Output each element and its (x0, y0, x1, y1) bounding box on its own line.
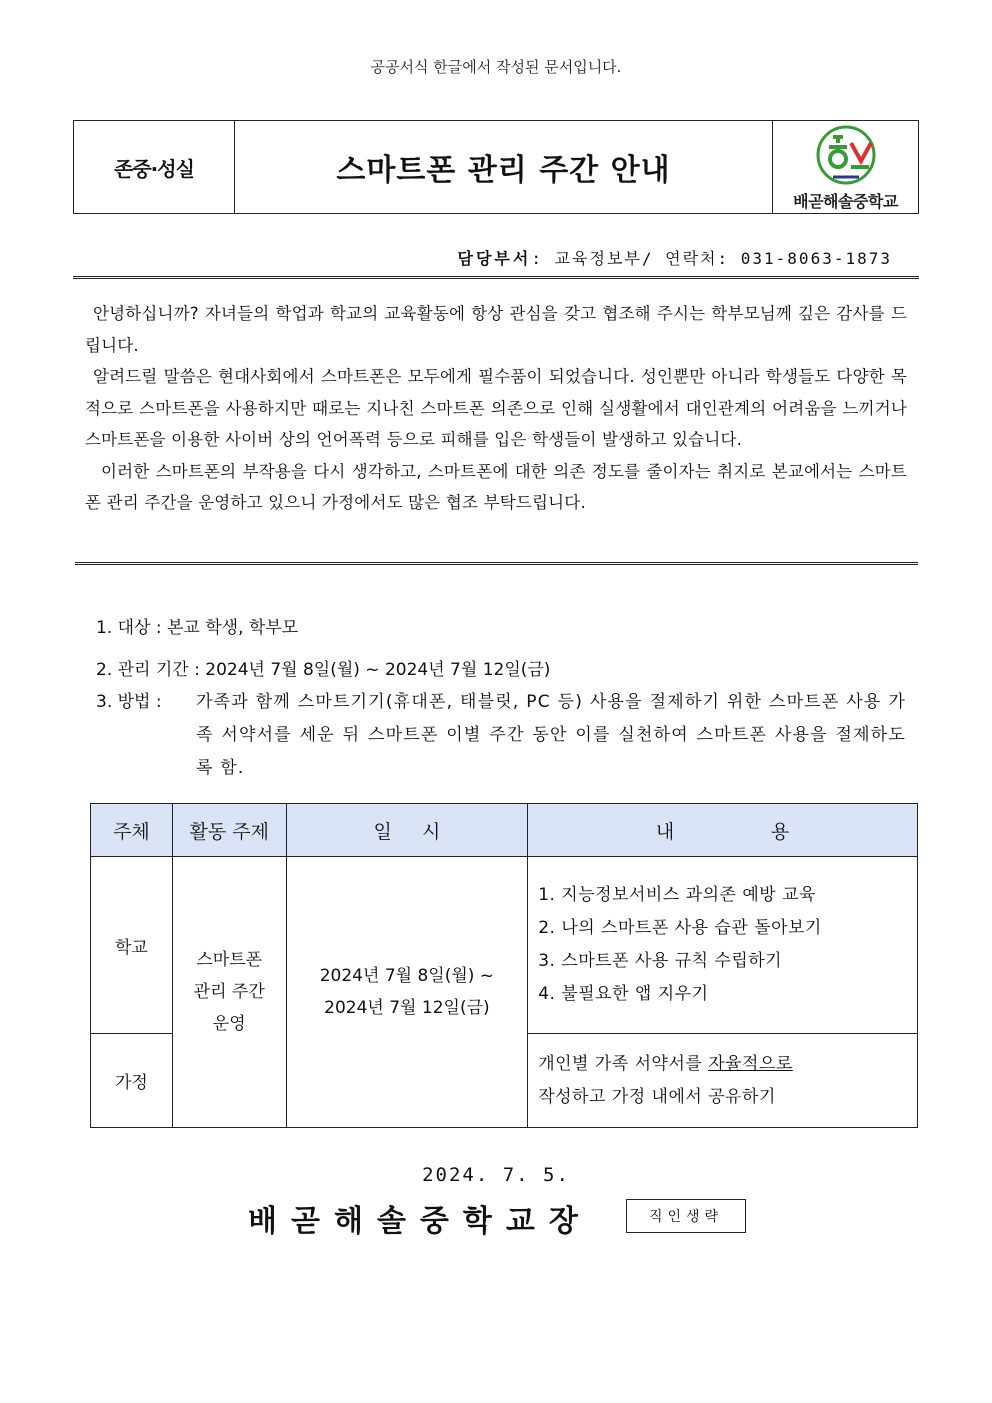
item-method (96, 686, 906, 785)
document-header (73, 120, 919, 214)
activity-line: 관리 주간 (193, 982, 265, 1002)
item-period: 2. 관리 기간 : 2024년 7월 8일(월) ~ 2024년 7월 12일(금) (96, 660, 551, 680)
school-logo (772, 121, 918, 213)
intro-paragraph: 안녕하십니까? 자녀들의 학업과 학교의 교육활동에 항상 관심을 갖고 협조해 주시는 학부모님께 깊은 감사를 드립니다. (85, 304, 907, 355)
list-item: 1. 지능정보서비스 과의존 예방 교육 (538, 885, 816, 905)
divider-top (73, 276, 919, 279)
date-line: 2024년 7월 8일(월) ~ (319, 966, 495, 986)
header-subject: 주체 (91, 804, 173, 857)
divider-bottom (75, 562, 918, 565)
signer: 배곧해솔중학교장 (248, 1204, 592, 1239)
date-line: 2024년 7월 12일(금) (324, 998, 490, 1018)
document-title: 스마트폰 관리 주간 안내 (336, 153, 671, 188)
home-content (528, 1034, 918, 1128)
activity-table (90, 803, 918, 1128)
contact-line (458, 246, 893, 269)
activity-cell (172, 857, 286, 1128)
school-logo-text: 배곧해솔중학교 (793, 191, 898, 211)
activity-line: 운영 (212, 1014, 246, 1034)
dept-label: 담당부서 (457, 249, 532, 268)
home-content-pre: 개인별 가족 서약서를 (538, 1053, 709, 1074)
dept-info: : 교육정보부/ 연락처: 031-8063-1873 (531, 249, 892, 268)
home-content-post: 작성하고 가정 내에서 공유하기 (538, 1086, 776, 1107)
list-item: 3. 스마트폰 사용 규칙 수립하기 (538, 951, 783, 971)
header-content: 내 용 (528, 804, 918, 857)
date-cell (286, 857, 528, 1128)
school-emblem-icon (811, 123, 881, 187)
list-item: 4. 불필요한 앱 지우기 (538, 984, 709, 1004)
intro-paragraph: 이러한 스마트폰의 부작용을 다시 생각하고, 스마트폰에 대한 의존 정도를 줄이자는 취지로 본교에서는 스마트폰 관리 주간을 운영하고 있으니 가정에서도 많은 협조 부탁드립니다. (85, 461, 907, 512)
notice-text: 공공서식 한글에서 작성된 문서입니다. (370, 58, 622, 76)
school-motto: 존중·성실 (74, 121, 235, 213)
seal-omitted-box: 직인생략 (626, 1199, 746, 1233)
method-label: 3. 방법 : (96, 692, 162, 712)
home-content-underlined: 자율적으로 (708, 1053, 793, 1074)
activity-line: 스마트폰 (196, 950, 263, 970)
method-text: 가족과 함께 스마트기기(휴대폰, 태블릿, PC 등) 사용을 절제하기 위한 스마트폰 사용 가족 서약서를 세운 뒤 스마트폰 이별 주간 동안 이를 실천하여 스마트폰 사용을 절제하도록 함. (196, 692, 906, 778)
subject-home: 가정 (91, 1034, 173, 1128)
intro-text (85, 298, 907, 519)
school-content (528, 857, 918, 1034)
header-date: 일 시 (286, 804, 528, 857)
intro-paragraph: 알려드릴 말씀은 현대사회에서 스마트폰은 모두에게 필수품이 되었습니다. 성인뿐만 아니라 학생들도 다양한 목적으로 스마트폰을 사용하지만 때로는 지나친 스마트폰 의존으로 인해 실생활에서 대인관계의 어려움을 느끼거나 스마트폰을 이용한 사이버 상의 언어폭력 등으로 피해를 입은 학생들이 발생하고 있습니다. (85, 367, 907, 449)
header-activity: 활동 주제 (172, 804, 286, 857)
table-header-row (91, 804, 918, 857)
issue-date: 2024. 7. 5. (422, 1164, 570, 1186)
list-item: 2. 나의 스마트폰 사용 습관 돌아보기 (538, 918, 822, 938)
item-target: 1. 대상 : 본교 학생, 학부모 (96, 618, 299, 638)
table-row (91, 857, 918, 1034)
subject-school: 학교 (91, 857, 173, 1034)
